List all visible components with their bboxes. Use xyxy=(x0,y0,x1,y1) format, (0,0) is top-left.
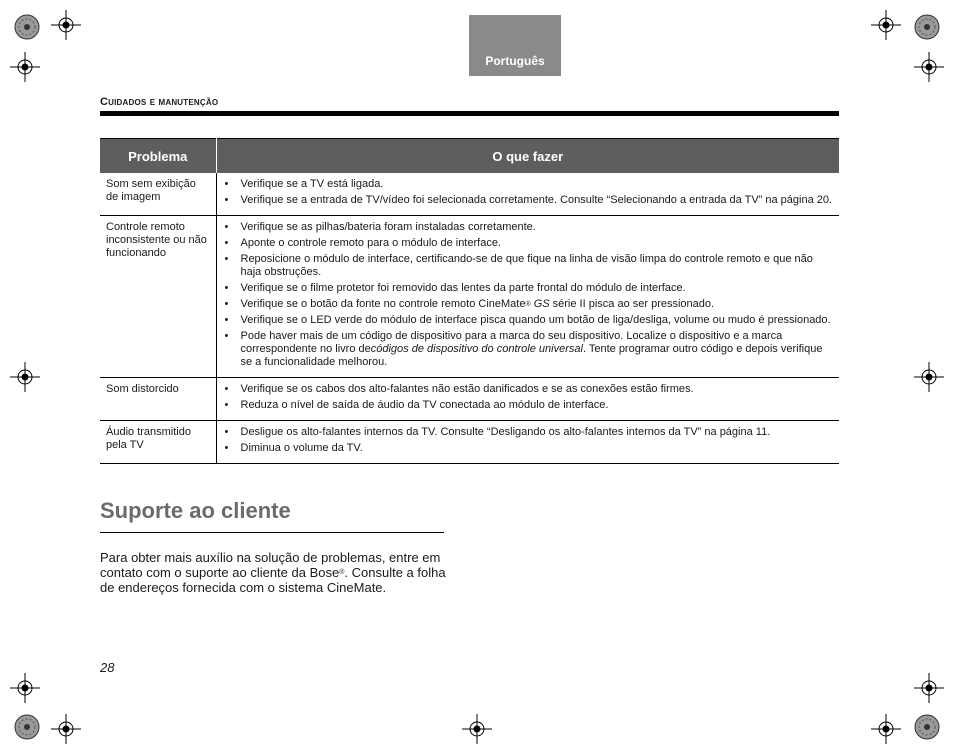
list-item: • Diminua o volume da TV. xyxy=(235,442,834,455)
support-title: Suporte ao cliente xyxy=(100,498,291,523)
crosshair-target-icon xyxy=(51,714,81,744)
crosshair-target-icon xyxy=(51,10,81,40)
table-row xyxy=(100,421,839,464)
support-rule xyxy=(100,532,444,533)
list-item: • Reposicione o módulo de interface, certificando-se de que fique na linha de visão limpa do controle remoto e que não haja obstruções. xyxy=(235,253,834,279)
support-body: Para obter mais auxílio na solução de problemas, entre em contato com o suporte ao cliente da Bose®. Consulte a folha de endereços fornecida com o sistema CineMate. xyxy=(100,550,446,595)
table-header-row xyxy=(100,139,839,174)
crosshair-target-icon xyxy=(462,714,492,744)
problem-cell: Som distorcido xyxy=(100,378,216,421)
list-item: • Verifique se o botão da fonte no controle remoto CineMate® GS série II pisca ao ser pressionado. xyxy=(235,298,834,311)
list-item: • Verifique se o LED verde do módulo de interface pisca quando um botão de liga/desliga, volume ou mudo é pressionado. xyxy=(235,314,834,327)
printer-color-wheel-icon xyxy=(914,714,940,740)
action-list xyxy=(223,178,834,207)
list-item: • Pode haver mais de um código de dispositivo para a marca do seu dispositivo. Localize o dispositivo e a marca correspondente no livro decódigos de dispositivo do controle universal. Tente programar outro código e depois verifique se a funcionalidade melhorou. xyxy=(235,330,834,369)
page-number: 28 xyxy=(100,660,115,675)
header-action: O que fazer xyxy=(216,139,839,174)
action-list xyxy=(223,221,834,369)
action-list xyxy=(223,426,834,455)
list-item: • Aponte o controle remoto para o módulo de interface. xyxy=(235,237,834,250)
language-tab xyxy=(469,15,561,76)
crosshair-target-icon xyxy=(871,714,901,744)
action-cell xyxy=(216,173,839,216)
list-item: • Verifique se a entrada de TV/vídeo foi selecionada corretamente. Consulte “Selecionando a entrada da TV” na página 20. xyxy=(235,194,834,207)
list-item: • Verifique se a TV está ligada. xyxy=(235,178,834,191)
list-item: • Verifique se as pilhas/bateria foram instaladas corretamente. xyxy=(235,221,834,234)
problem-cell: Som sem exibição de imagem xyxy=(100,173,216,216)
printer-color-wheel-icon xyxy=(14,714,40,740)
list-item: • Verifique se o filme protetor foi removido das lentes da parte frontal do módulo de interface. xyxy=(235,282,834,295)
problem-cell: Controle remoto inconsistente ou não funcionando xyxy=(100,216,216,378)
crosshair-target-icon xyxy=(914,362,944,392)
problem-cell: Áudio transmitido pela TV xyxy=(100,421,216,464)
crosshair-target-icon xyxy=(914,52,944,82)
list-item: • Reduza o nível de saída de áudio da TV conectada ao módulo de interface. xyxy=(235,399,834,412)
table-row xyxy=(100,173,839,216)
action-cell xyxy=(216,378,839,421)
list-item: • Verifique se os cabos dos alto-falantes não estão danificados e se as conexões estão firmes. xyxy=(235,383,834,396)
action-cell xyxy=(216,216,839,378)
action-list xyxy=(223,383,834,412)
language-tab-label: Português xyxy=(485,54,545,68)
crosshair-target-icon xyxy=(10,52,40,82)
printer-color-wheel-icon xyxy=(914,14,940,40)
section-header: Cuidados e manutenção xyxy=(100,96,219,108)
header-rule xyxy=(100,111,839,116)
table-row xyxy=(100,216,839,378)
printer-color-wheel-icon xyxy=(14,14,40,40)
crosshair-target-icon xyxy=(914,673,944,703)
troubleshooting-table xyxy=(100,138,839,464)
action-cell xyxy=(216,421,839,464)
header-problem: Problema xyxy=(100,139,216,174)
table-row xyxy=(100,378,839,421)
crosshair-target-icon xyxy=(10,673,40,703)
list-item: • Desligue os alto-falantes internos da TV. Consulte “Desligando os alto-falantes internos da TV” na página 11. xyxy=(235,426,834,439)
crosshair-target-icon xyxy=(871,10,901,40)
crosshair-target-icon xyxy=(10,362,40,392)
